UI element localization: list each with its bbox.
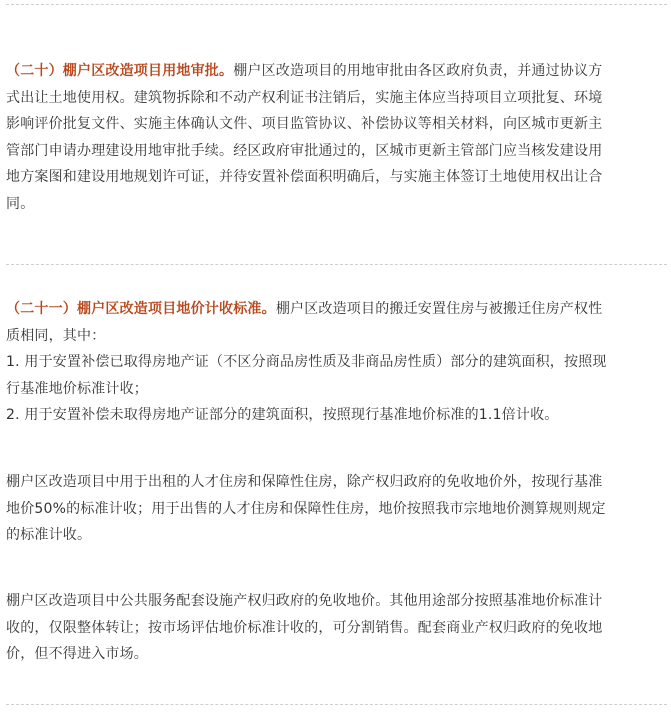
rental-housing-line: 的标准计收。 [6,527,92,543]
public-facilities-line: 收的，仅限整体转让；按市场评估地价标准计收的，可分割销售。配套商业产权归政府的免收地 [6,619,603,636]
section-20-line: 式出让土地使用权。建筑物拆除和不动产权利证书注销后，实施主体应当持项目立项批复、环境 [6,89,603,106]
section-20-heading: （二十）棚户区改造项目用地审批。 [6,63,234,79]
section-20-first-line [6,58,662,85]
public-facilities-paragraph [6,588,662,668]
dashed-divider [6,704,667,705]
section-21-first-line-text: 棚户区改造项目的搬迁安置住房与被搬迁住房产权性 [275,301,603,317]
section-21-line: 质相同，其中： [6,327,106,344]
section-21-list-item-cont: 行基准地价标准计收； [6,380,148,397]
section-20-line: 地方案图和建设用地规划许可证，并待安置补偿面积明确后，与实施主体签订土地使用权出让合 [6,169,603,185]
public-facilities-line: 价，但不得进入市场。 [6,646,148,662]
dashed-divider [6,264,667,265]
dashed-divider [6,4,667,5]
section-20-line: 同。 [6,195,35,212]
section-20-line: 影响评价批复文件、实施主体确认文件、项目监管协议、补偿协议等相关材料，向区城市更新主 [6,116,603,132]
section-21-list-item: 2. 用于安置补偿未取得房地产证部分的建筑面积，按照现行基准地价标准的1.1倍计收。 [6,407,559,423]
section-21-list-item: 1. 用于安置补偿已取得房地产证（不区分商品房性质及非商品房性质）部分的建筑面积，按照现 [6,354,607,370]
public-facilities-line: 棚户区改造项目中公共服务配套设施产权归政府的免收地价。其他用途部分按照基准地价标准计 [6,593,603,609]
rental-housing-paragraph [6,469,662,549]
section-21-first-line [6,296,662,323]
rental-housing-line: 地价50%的标准计收；用于出售的人才住房和保障性住房，地价按照我市宗地地价测算规则规定 [6,500,606,517]
rental-housing-line: 棚户区改造项目中用于出租的人才住房和保障性住房，除产权归政府的免收地价外，按现行基准 [6,474,603,490]
section-21-paragraph [6,296,662,429]
section-21-heading: （二十一）棚户区改造项目地价计收标准。 [6,301,276,317]
section-20-paragraph [6,58,662,217]
section-20-first-line-text: 棚户区改造项目的用地审批由各区政府负责，并通过协议方 [233,63,603,79]
section-20-line: 管部门申请办理建设用地审批手续。经区政府审批通过的，区城市更新主管部门应当核发建设用 [6,142,603,159]
